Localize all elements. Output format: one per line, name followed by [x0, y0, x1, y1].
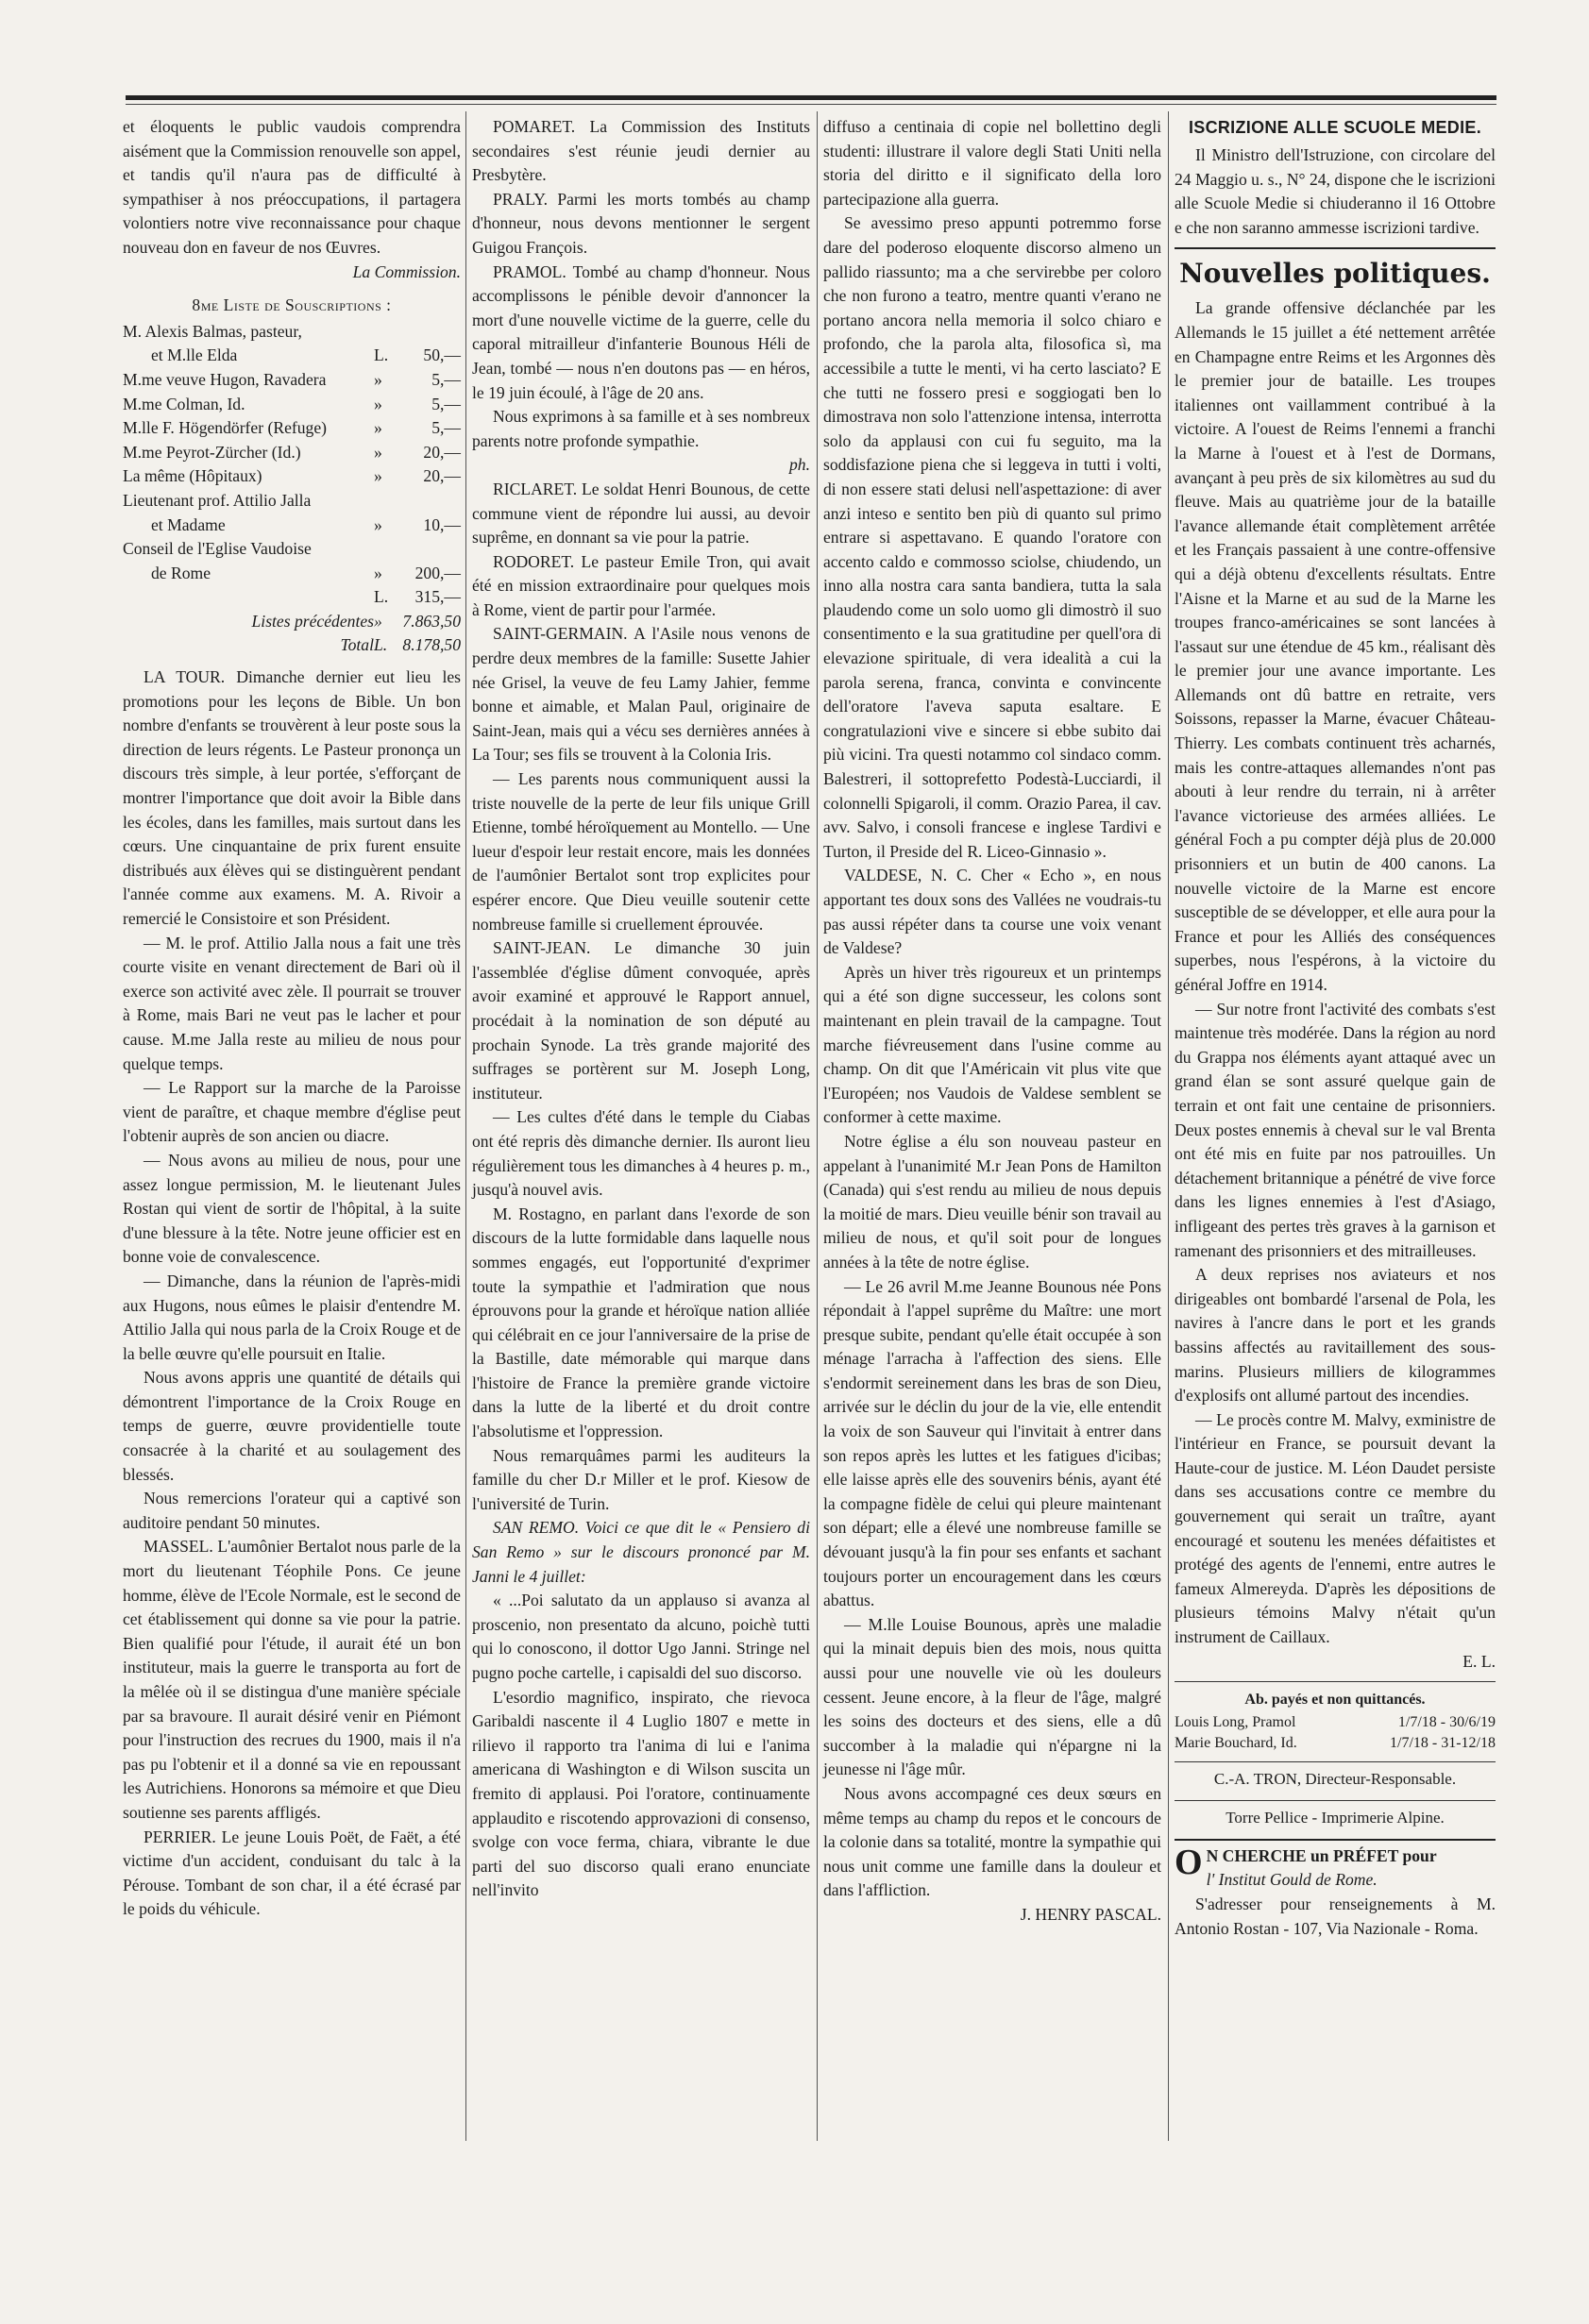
- amount: 5,—: [431, 394, 461, 413]
- column-divider: [465, 111, 466, 2141]
- article-text: — Le 26 avril M.me Jeanne Bounous née Pons répondait à l'appel suprême du Maître: une mort presque subite, pendant qu'elle était occupée à son ménage l'arracha à l'affection des siens. Elle s'endormit sereinement dans les bras de son Dieu, arrivée sur le déclin du jour de la vie, elle entendit la voix de son Sauveur qui l'invitait à entrer dans son repos après les luttes et les fatigues d'icibas; elle laisse après elle des souvenirs bénis, ayant été la compagne fidèle de celui qui pleure maintenant son départ; elle a élevé une nombreuse famille se dévouant jusqu'à la fin pour ses enfants et sachant toujours porter un encouragement dans les cœurs abattus.: [823, 1276, 1161, 1610]
- amount: [395, 320, 461, 345]
- subscriber-name: Listes précédentes: [251, 611, 374, 631]
- article-text: — Sur notre front l'activité des combats s'est maintenue très modérée. Dans la région au nord du Grappa nos éléments ayant attaqué avec un grand élan se sont assuré quelque gain de terrain et ont fait une centaine de prisonniers. Deux postes ennemis à cheval sur le val Brenta ont été mis en fuite par nos patrouilles. Un détachement britannique a pénétré de vive force dans les lignes ennemies à l'est d'Asiago, infligeant des pertes très graves à la garnison et ramenant des prisonniers et des mitrailleuses.: [1175, 999, 1496, 1260]
- amount: 50,—: [423, 345, 461, 365]
- ad-text: S'adresser pour renseignements à M. Antonio Rostan - 107, Via Nazionale - Roma.: [1175, 1895, 1496, 1938]
- subscriber-name: M.lle F. Högendörfer (Refuge): [123, 418, 328, 438]
- subscription-period: 1/7/18 - 30/6/19: [1397, 1713, 1496, 1730]
- article-pramol: PRAMOL. Tombé au champ d'honneur. Nous accomplissons le pénible devoir d'annoncer la mort d'une nouvelle victime de la guerre, celle du caporal mitrailleur d'infanterie Bounous Héli de Jean, tombé — nous n'en doutons pas — en héros, le 19 juin écoulé, à l'âge de 20 ans.: [472, 261, 810, 402]
- currency-mark: [374, 320, 395, 345]
- subscription-row: [123, 320, 461, 345]
- article-text: — Nous avons au milieu de nous, pour une assez longue permission, M. le lieutenant Jules Rostan qui vient de sortir de l'hôpital, à la suite d'une blessure à la tête. Notre jeune officier est en bonne voie de convalescence.: [123, 1150, 461, 1267]
- article-text: Nous remarquâmes parmi les auditeurs la famille du cher D.r Miller et le prof. Kiesow de l'université de Turin.: [472, 1445, 810, 1513]
- article-text: et éloquents le public vaudois comprendra aisément que la Commission renouvelle son appel, et tandis qu'il n'aura pas de difficulté à sympathiser à nos préoccupations, il partagera volontiers notre vive reconnaissance pour chaque nouveau don en faveur de nos Œuvres.: [123, 117, 461, 257]
- article-san-remo: SAN REMO. Voici ce que dit le « Pensiero di San Remo » sur le discours prononcé par M. Janni le 4 juillet:: [472, 1518, 810, 1586]
- currency-mark: »: [374, 611, 382, 631]
- subscriber-name: Lieutenant prof. Attilio Jalla: [123, 490, 312, 510]
- subscription-row: [123, 464, 461, 489]
- amount: 20,—: [423, 466, 461, 486]
- headline-nouvelles-politiques: Nouvelles politiques.: [1179, 258, 1491, 290]
- subscriber-name: Conseil de l'Eglise Vaudoise: [123, 539, 312, 559]
- article-text: L'esordio magnifico, inspirato, che rievoca Garibaldi nascente il 4 Luglio 1807 e mette in rilievo il rapporto tra l'anima di lui e l'anima americana di Washington e di Wilson suscita un fremito di applausi. Poi l'oratore, continuamente applaudito e riscotendo approvazioni di consenso, svolge con voce ferma, chiara, vibrante le due parti del suo discorso quali erano enunciate nell'invito: [472, 1687, 810, 1900]
- article-text: — M. le prof. Attilio Jalla nous a fait une très courte visite en venant directement de Bari où il exerce son activité avec zèle. Il pourrait se trouver à Rome, mais Bari ne veut pas le lacher et pour cause. M.me Jalla reste au milieu de nous pour quelque temps.: [123, 933, 461, 1073]
- currency-mark: [374, 489, 395, 514]
- paid-subscription-row: [1175, 1733, 1496, 1754]
- article-text: — Le procès contre M. Malvy, exministre de l'intérieur en France, se poursuit devant la Haute-cour de justice. M. Léon Daudet persiste dans ses accusations contre ce membre du gouvernement qui serait un traître, ayant encouragé et soutenu les menées défaitistes et protégé des agents de l'ennemi, entre autres le fameux Almereyda. D'après les dépositions de plusieurs témoins Malvy n'était qu'un instrument de Caillaux.: [1175, 1409, 1496, 1647]
- section-divider: [1175, 1839, 1496, 1841]
- ad-heading: N CHERCHE un PRÉFET pour: [1206, 1845, 1437, 1865]
- article-latour: LA TOUR. Dimanche dernier eut lieu les promotions pour les leçons de Bible. Un bon nombre d'enfants se trouvèrent à leur poste sous la direction de leurs régents. Le Pasteur prononça un discours très simple, à leur portée, s'efforçant de montrer l'importance que doit avoir la Bible dans les écoles, dans les familles, mais surtout dans les cœurs. Une cinquantaine de prix furent ensuite distribués aux élèves qui se distinguèrent pendant l'année comme aux examens. M. A. Rivoir a remercié le Consistoire et son Président.: [123, 667, 461, 928]
- currency-mark: »: [374, 563, 382, 582]
- currency-mark: »: [374, 418, 382, 438]
- subscription-row: [123, 585, 461, 610]
- subscriber-name: et Madame: [151, 514, 226, 534]
- subscription-row: [123, 633, 461, 658]
- amount: 8.178,50: [402, 635, 461, 655]
- currency-mark: »: [374, 514, 382, 534]
- top-rule: [126, 95, 1496, 100]
- article-rodoret: RODORET. Le pasteur Emile Tron, qui avait été en mission extraordinaire pour quelques mois à Rome, vient de partir pour l'armée.: [472, 551, 810, 619]
- article-text: Notre église a élu son nouveau pasteur en appelant à l'unanimité M.r Jean Pons de Hamilton (Canada) qui s'est rendu au milieu de nous depuis la moitié de mars. Dieu veuille bénir son travail au milieu de nous, et qu'il soit pour de longues années à la tête de notre église.: [823, 1131, 1161, 1271]
- subscription-row: [123, 441, 461, 465]
- article-text: Après un hiver très rigoureux et un printemps qui a été son digne successeur, les colons sont maintenant en plein travail de la campagne. Tout marche fiévreusement dans l'usine comme au champ. On dit que l'Américain vit plus vite que l'Européen; nos Vaudois de Valdese semblent se conformer à cette maxime.: [823, 962, 1161, 1127]
- subscription-row: [123, 416, 461, 441]
- currency-mark: L.: [374, 345, 389, 365]
- amount: [395, 537, 461, 562]
- section-divider: [1175, 1681, 1496, 1682]
- amount: 10,—: [423, 514, 461, 534]
- currency-mark: »: [374, 394, 382, 413]
- paid-subscription-row: [1175, 1712, 1496, 1733]
- signature: J. HENRY PASCAL.: [1020, 1904, 1161, 1924]
- subscriber-name: Louis Long, Pramol: [1175, 1713, 1296, 1730]
- amount: 5,—: [431, 418, 461, 438]
- amount: [395, 489, 461, 514]
- subscriber-name: M.me veuve Hugon, Ravadera: [123, 369, 327, 389]
- column-4: [1175, 115, 1496, 1941]
- signature: La Commission.: [352, 261, 461, 281]
- printer-line: Torre Pellice - Imprimerie Alpine.: [1226, 1808, 1445, 1827]
- subscription-table: [123, 320, 461, 658]
- subscriber-name: Total: [340, 635, 374, 655]
- amount: 7.863,50: [402, 611, 461, 631]
- subscription-row: [123, 344, 461, 368]
- column-divider: [1168, 111, 1169, 2141]
- subscription-period: 1/7/18 - 31-12/18: [1390, 1734, 1496, 1751]
- article-text: Il Ministro dell'Istruzione, con circolare del 24 Maggio u. s., N° 24, dispone che le iscrizioni alle Scuole Medie si chiuderanno il 16 Ottobre e che non saranno ammesse iscrizioni tardive.: [1175, 145, 1496, 237]
- article-perrier: PERRIER. Le jeune Louis Poët, de Faët, a été victime d'un accident, conduisant du talc à la Pérouse. Tombant de son char, il a été écrasé par le poids du véhicule.: [123, 1827, 461, 1919]
- amount: 5,—: [431, 369, 461, 389]
- article-praly: PRALY. Parmi les morts tombés au champ d'honneur, nous devons mentionner le sergent Guigou François.: [472, 189, 810, 257]
- subscription-row: [123, 368, 461, 393]
- article-pomaret: POMARET. La Commission des Instituts secondaires s'est réunie jeudi dernier au Presbytère.: [472, 117, 810, 185]
- article-text: Nous avons accompagné ces deux sœurs en même temps au champ du repos et le concours de la colonie dans sa totalité, montre la sympathie qui nous unit comme une famille dans la douleur et dans l'affliction.: [823, 1783, 1161, 1900]
- subscriber-name: La même (Hôpitaux): [123, 466, 262, 486]
- subscriber-name: M. Alexis Balmas, pasteur,: [123, 321, 302, 341]
- article-text: A deux reprises nos aviateurs et nos dirigeables ont bombardé l'arsenal de Pola, les navires à l'ancre dans le port et les grands bassins affectés au ravitaillement des sous-marins. Plusieurs milliers de kilogrammes d'explosifs ont allumé partout des incendies.: [1175, 1265, 1496, 1406]
- column-divider: [817, 111, 818, 2141]
- article-saint-germain: SAINT-GERMAIN. A l'Asile nous venons de perdre deux membres de la famille: Susette Jahier née Grisel, la veuve de feu Lamy Jahier, femme bonne et aimable, et Malan Paul, originaire de Saint-Jean, mais qui a vécu ses dernières années à La Tour; ses fils se trouvent à la Colonia Iris.: [472, 624, 810, 765]
- article-text: diffuso a centinaia di copie nel bollettino degli studenti: illustrare il valore degli Stati Uniti nella storia del diritto e il significato della loro partecipazione alla guerra.: [823, 117, 1161, 209]
- article-text: — Les parents nous communiquent aussi la triste nouvelle de la perte de leur fils unique Grill Etienne, tombé héroïquement au Montello. — Une lueur d'espoir leur restait encore, mais les données de l'aumônier Bertalot sont trop explicites pour espérer encore. Que Dieu veuille soutenir cette nombreuse famille si cruellement éprouvée.: [472, 769, 810, 934]
- article-riclaret: RICLARET. Le soldat Henri Bounous, de cette commune vient de répondre lui aussi, au devoir suprême, en donnant sa vie pour la patrie.: [472, 479, 810, 547]
- article-text: — M.lle Louise Bounous, après une maladie qui la minait depuis bien des mois, nous quitta aussi pour une nouvelle vie où les douleurs cessent. Jeune encore, à la fleur de l'âge, malgré les soins des docteurs et des siens, elle a dû succomber à la maladie qui n'épargne ni la jeunesse ni l'âge mûr.: [823, 1614, 1161, 1779]
- article-text: M. Rostagno, en parlant dans l'exorde de son discours de la lutte formidable dans laquelle nous sommes engagés, eut l'opportunité d'exprimer toute la sympathie et l'admiration que nous éprouvons pour la grande et héroïque nation alliée qui célébrait en ce jour l'anniversaire de la prise de la Bastille, date mémorable qui marque dans l'histoire de France la première grande victoire dans la lutte de la liberté et du droit contre l'absolutisme et l'oppression.: [472, 1204, 810, 1441]
- section-divider: [1175, 247, 1496, 249]
- headline-iscrizione: ISCRIZIONE ALLE SCUOLE MEDIE.: [1188, 118, 1482, 137]
- ad-text: l' Institut Gould de Rome.: [1206, 1870, 1378, 1890]
- article-massel: MASSEL. L'aumônier Bertalot nous parle de la mort du lieutenant Téophile Pons. Ce jeune homme, élève de l'Ecole Normale, est le second de cet établissement qui donne sa vie pour la patrie. Bien qualifié pour l'étude, il aurait été un bon instituteur, mais la guerre le transporta au fort de la mêlée où il se distingua d'une manière spéciale par sa bravoure. Il aurait désiré venir en Piémont pour l'instruction des recrues du 1900, mais il n'a pas pu l'obtenir et il a donné sa vie en repoussant les Autrichiens. Honorons sa mémoire et que Dieu soutienne ses parents affligés.: [123, 1537, 461, 1822]
- subscriber-name: M.me Peyrot-Zürcher (Id.): [123, 442, 301, 462]
- article-text: — Les cultes d'été dans le temple du Ciabas ont été repris dès dimanche dernier. Ils auront lieu régulièrement tous les dimanches à 4 heures p. m., jusqu'à nouvel avis.: [472, 1107, 810, 1200]
- article-text: Nous remercions l'orateur qui a captivé son auditoire pendant 50 minutes.: [123, 1489, 461, 1532]
- column-1: [123, 115, 461, 1922]
- currency-mark: L.: [374, 587, 389, 607]
- signature: E. L.: [1462, 1651, 1496, 1671]
- subscriptions-paid-title: Ab. payés et non quittancés.: [1244, 1692, 1426, 1709]
- director-line: C.-A. TRON, Directeur-Responsable.: [1213, 1769, 1457, 1788]
- article-text: Nous exprimons à sa famille et à ses nombreux parents notre profonde sympathie.: [472, 407, 810, 450]
- subscription-row: [123, 393, 461, 417]
- currency-mark: L.: [374, 635, 388, 655]
- currency-mark: »: [374, 369, 382, 389]
- list-title: 8me Liste de Souscriptions :: [192, 295, 392, 315]
- currency-mark: [374, 537, 395, 562]
- subscriber-name: [123, 585, 374, 610]
- drop-cap: O: [1175, 1842, 1203, 1882]
- subscriptions-paid-list: [1175, 1712, 1496, 1754]
- subscription-row: [123, 537, 461, 562]
- column-2: [472, 115, 810, 1903]
- section-divider: [1175, 1800, 1496, 1801]
- section-divider: [1175, 1761, 1496, 1762]
- subscription-row: [123, 514, 461, 538]
- amount: 315,—: [414, 587, 461, 607]
- article-text: La grande offensive déclanchée par les Allemands le 15 juillet a été nettement arrêtée en Champagne entre Reims et les Argonnes dès le premier jour de bataille. Les troupes italiennes ont vaillamment contribué à la victoire. A l'ouest de Reims l'ennemi a franchi la Marne à l'ouest et à l'est de Dormans, avançant à peu près de six kilomètres au sud du fleuve. Mais au quatrième jour de la bataille l'avance allemande était complètement arrêtée et les Français passaient à une contre-offensive qui a déjà obtenu d'excellents résultats. Entre l'Aisne et la Marne et au sud de la Marne les troupes franco-américaines se sont lancées à l'assaut sur une étendue de 45 km., réalisant dès le premier jour une avance importante. Les Allemands ont dû battre en retraite, vers Soissons, repasser la Marne, évacuer Château-Thierry. Les combats continuent très acharnés, mais les contre-attaques allemandes n'ont pas abouti à leur rendre du terrain, ni à arrêter l'avance victorieuse des armées alliées. Le général Foch a pu compter déjà plus de 20.000 prisonniers et un butin de 400 canons. La nouvelle victoire de la Marne est encore susceptible de se développer, et elle aura pour la France et pour les Alliés des conséquences superbes, nous l'espérons, à la victoire du général Joffre en 1914.: [1175, 298, 1496, 994]
- classified-ad: [1175, 1844, 1496, 1941]
- subscription-row: [123, 562, 461, 586]
- subscriber-name: de Rome: [151, 563, 211, 582]
- subscription-row: [123, 610, 461, 634]
- article-valdese: VALDESE, N. C. Cher « Echo », en nous apportant tes doux sons des Vallées ne voudrais-tu pas aussi répéter dans ta course une voix venant de Valdese?: [823, 866, 1161, 958]
- currency-mark: »: [374, 442, 382, 462]
- article-text: « ...Poi salutato da un applauso si avanza al proscenio, non presentato da alcuno, poichè tutti qui lo conoscono, il dottor Ugo Janni. Stringe nel pugno poche cartelle, i capisaldi del suo discorso.: [472, 1591, 810, 1682]
- article-text: — Dimanche, dans la réunion de l'après-midi aux Hugons, nous eûmes le plaisir d'entendre M. Attilio Jalla qui nous parla de la Croix Rouge et de la belle œuvre qu'elle poursuit en Italie.: [123, 1271, 461, 1363]
- article-text: Se avessimo preso appunti potremmo forse dare del poderoso eloquente discorso almeno un pallido riassunto; ma a che servirebbe per coloro che non furono a teatro, mentre quanti v'erano ne portano ancora nella memoria il solco chiaro e profondo, che la parola alta, filosofica sì, ma accessibile a tutte le menti, vi ha certo lasciato? E che tutti ne fossero presi e soggiogati ben lo dimostrava non solo l'attenzione intensa, interrotta solo da applausi con cui fu seguito, ma la soddisfazione piena che si leggeva in tutti i volti, di non essere stati delusi nell'aspettazione: di aver anzi inteso e sentito ben più di quanto sul primo entrare si aspettavano. E quando l'oratore con accento caldo e commosso sciolse, chiudendo, un inno alla nostra cara santa bandiera, tutta la sala plaudendo come un solo uomo gli dimostrò il suo consentimento e la sua gratitudine per quell'ora di elevazione spirituale, di vera idealità a cui la parola serena, franca, convinta e convincente dell'oratore l'aveva saputa esaltare. E congratulazioni vive e sincere si ebbe subito dai più vicini. Tra questi notammo col sindaco comm. Balestreri, il sottoprefetto Podestà-Lucciardi, il colonnelli Spigaroli, il comm. Orazio Parea, il cav. avv. Salvo, i consoli francese e inglese Tardivi e Turton, il Preside del R. Liceo-Ginnasio ».: [823, 213, 1161, 861]
- subscriber-name: et M.lle Elda: [151, 345, 238, 365]
- article-text: Nous avons appris une quantité de détails qui démontrent l'importance de la Croix Rouge en temps de guerre, œuvre providentielle toute consacrée à la charité et au soulagement des blessés.: [123, 1368, 461, 1484]
- article-text: — Le Rapport sur la marche de la Paroisse vient de paraître, et chaque membre d'église peut l'obtenir auprès de son ancien ou diacre.: [123, 1078, 461, 1146]
- subscriber-name: Marie Bouchard, Id.: [1175, 1734, 1297, 1751]
- article-saint-jean: SAINT-JEAN. Le dimanche 30 juin l'assemblée d'église dûment convoquée, après avoir examiné et approuvé le Rapport annuel, procédait à la nomination de son député au prochain Synode. La très grande majorité des suffrages se portèrent sur M. Joseph Long, instituteur.: [472, 938, 810, 1103]
- currency-mark: »: [374, 466, 382, 486]
- signature: ph.: [789, 455, 810, 475]
- subscriber-name: M.me Colman, Id.: [123, 394, 245, 413]
- column-3: [823, 115, 1161, 1928]
- subscription-row: [123, 489, 461, 514]
- top-rule-thin: [126, 104, 1496, 105]
- amount: 200,—: [414, 563, 461, 582]
- amount: 20,—: [423, 442, 461, 462]
